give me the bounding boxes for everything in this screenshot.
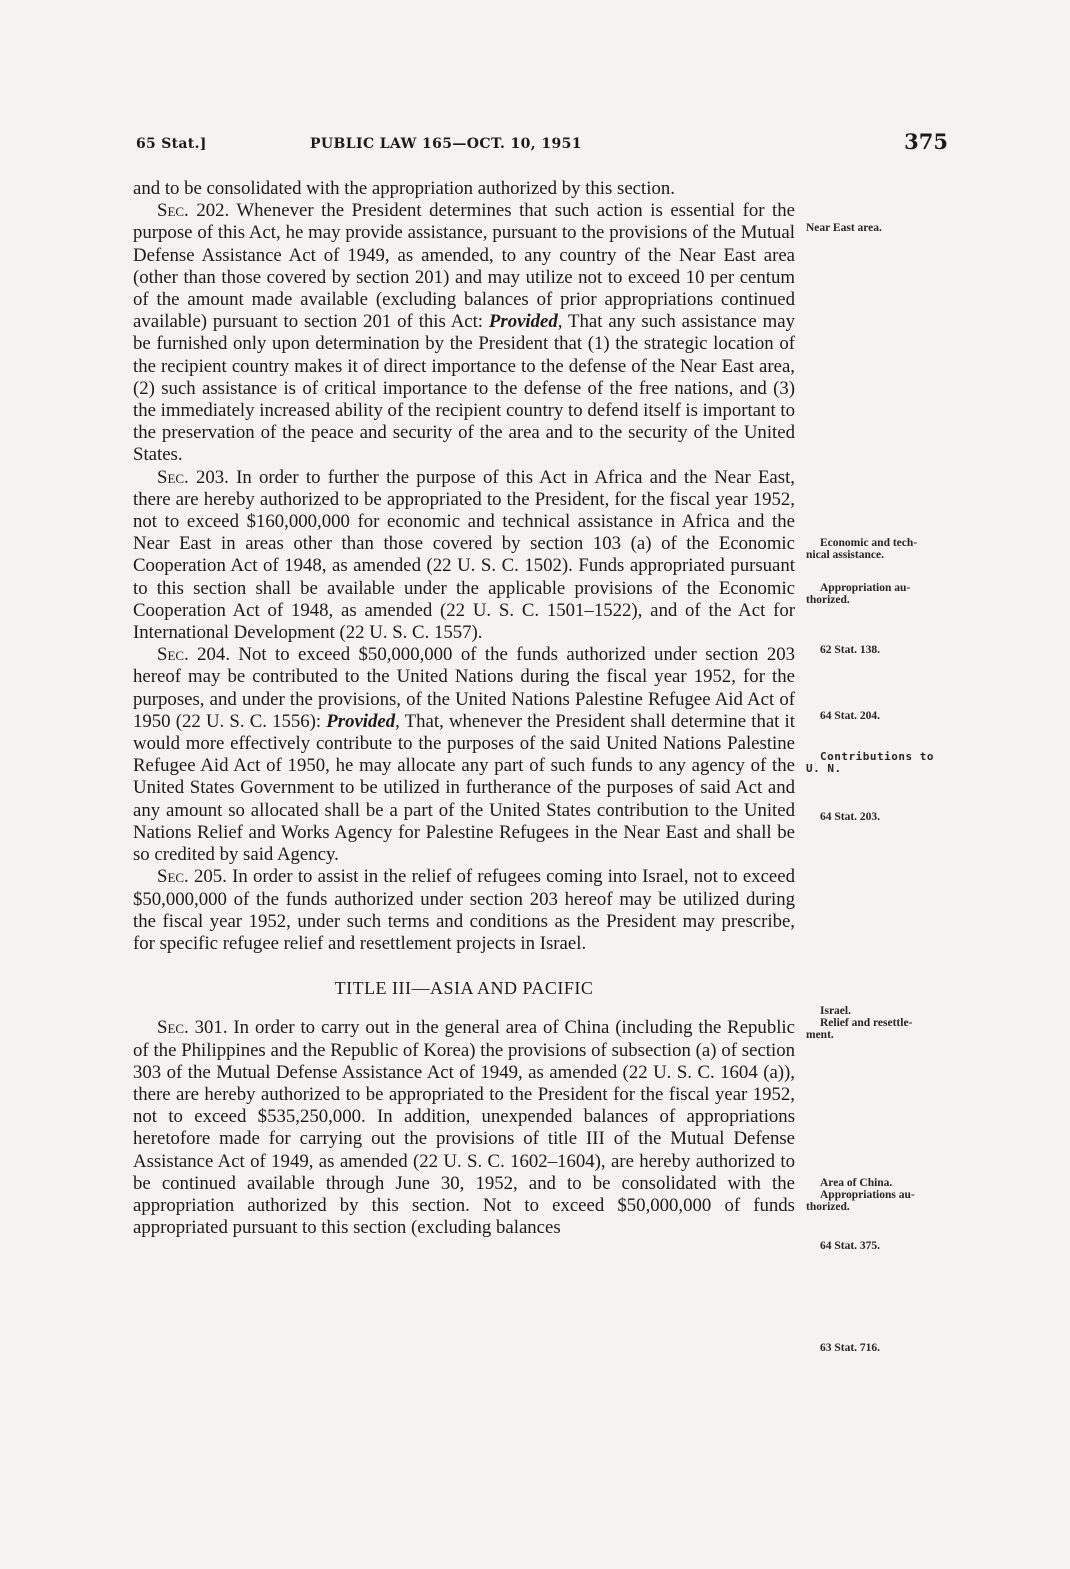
- margin-note-text: nical assistance.: [806, 549, 884, 561]
- margin-note-china: [806, 1177, 966, 1213]
- section-text: Not to exceed $50,000,000 of the funds authorized under section 203 hereof may be contributed to the United Nations during the fiscal year 1952, for the purposes, and under the provisions, of the United Nations Palestine Refugee Aid Act of 1950 (22 U. S. C. 1556):: [133, 644, 795, 732]
- proviso-italic: Provided: [488, 311, 558, 333]
- page-header: [136, 129, 948, 162]
- section-204: [133, 644, 795, 866]
- margin-note-text: Area of China.: [820, 1177, 893, 1189]
- section-301: [133, 1017, 795, 1239]
- margin-note-text: 64 Stat. 203.: [820, 811, 881, 823]
- margin-note-text: thorized.: [806, 1201, 850, 1213]
- margin-note-text: U. N.: [806, 762, 842, 775]
- margin-note-text: Economic and tech-: [820, 537, 918, 549]
- page-number: 375: [904, 129, 948, 154]
- margin-note-text: ment.: [806, 1029, 834, 1041]
- section-text: In order to carry out in the general area of China (including the Republic of the Philippines and the Republic of Korea) the provisions of subsection (a) of section 303 of the Mutual Defense Assistance Act of 1949, as amended (22 U. S. C. 1604 (a)), there are hereby authorized to be appropriated to the President for the fiscal year 1952, not to exceed $535,250,000. In addition, unexpended balances of appropriations heretofore made for carrying out the provisions of title III of the Mutual Defense Assistance Act of 1949, as amended (22 U. S. C. 1602–1604), are hereby authorized to be continued available through June 30, 1952, and to be consolidated with the appropriation authorized by this section. Not to exceed $50,000,000 of funds appropriated pursuant to this section (excluding balances: [133, 1017, 795, 1239]
- section-text: , That any such assistance may be furnished only upon determination by the President that (1) the strategic location of the recipient country makes it of direct importance to the defense of the Near East area, (2) such assistance is of critical importance to the defense of the free nations, and (3) the immediately increased ability of the recipient country to defend itself is important to the preservation of the peace and security of the area and to the security of the United States.: [133, 311, 795, 466]
- margin-note-text: 62 Stat. 138.: [820, 644, 881, 656]
- proviso-italic: Provided: [326, 710, 396, 732]
- margin-note-citation: [820, 710, 966, 722]
- margin-note-economic: [806, 537, 952, 561]
- margin-note-text: Israel.: [820, 1005, 851, 1017]
- section-202: [133, 200, 795, 466]
- margin-note-text: Appropriation au-: [820, 582, 911, 594]
- section-label: Sec. 204.: [157, 644, 231, 666]
- section-205: [133, 866, 795, 955]
- margin-note-text: thorized.: [806, 594, 850, 606]
- section-text: In order to assist in the relief of refugees coming into Israel, not to exceed $50,000,000 of the funds authorized under section 203 hereof may be utilized during the fiscal year 1952, under such terms and conditions as the President may prescribe, for specific refugee relief and resettlement projects in Israel.: [133, 866, 795, 954]
- title-heading: TITLE III—ASIA AND PACIFIC: [334, 978, 594, 999]
- section-text: , That, whenever the President shall determine that it would more effectively contribute to the purposes of the said United Nations Palestine Refugee Aid Act of 1950, he may allocate any part of such funds to any agency of the United States Government to be utilized in furtherance of the purposes of said Act and any amount so allocated shall be a part of the United States contribution to the United Nations Relief and Works Agency for Palestine Refugees in the Near East and shall be so credited by said Agency.: [133, 710, 795, 866]
- margin-note-appropriation: [806, 582, 952, 606]
- main-text: [133, 178, 795, 1239]
- section-label: Sec. 203.: [157, 466, 229, 488]
- running-title: PUBLIC LAW 165—OCT. 10, 1951: [310, 136, 582, 152]
- margin-note-text: Appropriations au-: [820, 1189, 915, 1201]
- margin-note-citation: [820, 1240, 966, 1252]
- margin-note-israel: [806, 1005, 966, 1041]
- section-text: Whenever the President determines that such action is essential for the purpose of this Act, he may provide assistance, pursuant to the provisions of the Mutual Defense Assistance Act of 1949, as amended, to any country of the Near East area (other than those covered by section 201) and may utilize not to exceed 10 per centum of the amount made available (excluding balances of prior appropriations continued available) pursuant to section 201 of this Act:: [133, 200, 795, 333]
- margin-note-text: Relief and resettle-: [820, 1017, 913, 1029]
- margin-note-text: 64 Stat. 375.: [820, 1240, 881, 1252]
- section-203: [133, 467, 795, 645]
- section-label: Sec. 202.: [157, 200, 230, 222]
- margin-note-citation: [820, 811, 966, 823]
- margin-note-text: Contributions to: [820, 750, 934, 763]
- margin-note-text: 63 Stat. 716.: [820, 1342, 881, 1354]
- statute-volume: 65 Stat.]: [136, 136, 207, 152]
- margin-note-citation: [820, 1342, 966, 1354]
- paragraph-continuation: and to be consolidated with the appropriation authorized by this section.: [133, 178, 675, 199]
- section-text: In order to further the purpose of this Act in Africa and the Near East, there are hereby authorized to be appropriated to the President, for the fiscal year 1952, not to exceed $160,000,000 for economic and technical assistance in Africa and the Near East in areas other than those covered by section 103 (a) of the Economic Cooperation Act of 1948, as amended (22 U. S. C. 1502). Funds appropriated pursuant to this section shall be available under the applicable provisions of the Economic Cooperation Act of 1948, as amended (22 U. S. C. 1501–1522), and of the Act for International Development (22 U. S. C. 1557).: [133, 466, 795, 644]
- section-label: Sec. 205.: [157, 866, 227, 888]
- margin-note-citation: [820, 644, 966, 656]
- margin-note-near-east: [806, 222, 952, 234]
- margin-note-contributions: [806, 751, 952, 775]
- margin-note-text: Near East area.: [806, 222, 882, 234]
- section-label: Sec. 301.: [157, 1017, 228, 1039]
- margin-note-text: 64 Stat. 204.: [820, 710, 881, 722]
